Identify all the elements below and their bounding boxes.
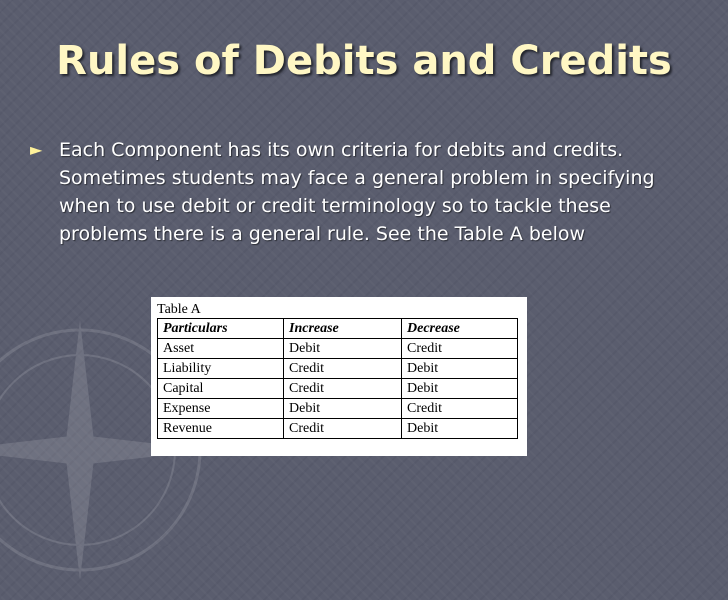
bullet-arrow-icon: ► bbox=[30, 140, 43, 159]
cell-particulars: Revenue bbox=[158, 419, 284, 439]
cell-increase: Credit bbox=[284, 419, 402, 439]
cell-decrease: Credit bbox=[402, 399, 518, 419]
cell-decrease: Debit bbox=[402, 419, 518, 439]
header-increase: Increase bbox=[284, 319, 402, 339]
table-row bbox=[158, 339, 518, 359]
cell-decrease: Credit bbox=[402, 339, 518, 359]
header-particulars: Particulars bbox=[158, 319, 284, 339]
table-row bbox=[158, 399, 518, 419]
cell-particulars: Expense bbox=[158, 399, 284, 419]
table-row bbox=[158, 359, 518, 379]
cell-increase: Debit bbox=[284, 399, 402, 419]
cell-particulars: Liability bbox=[158, 359, 284, 379]
debit-credit-table bbox=[157, 318, 518, 439]
cell-decrease: Debit bbox=[402, 379, 518, 399]
cell-decrease: Debit bbox=[402, 359, 518, 379]
cell-particulars: Asset bbox=[158, 339, 284, 359]
header-decrease: Decrease bbox=[402, 319, 518, 339]
cell-increase: Credit bbox=[284, 379, 402, 399]
table-header-row bbox=[158, 319, 518, 339]
table-caption: Table A bbox=[157, 302, 201, 317]
slide-title: Rules of Debits and Credits bbox=[56, 38, 672, 84]
table-row bbox=[158, 419, 518, 439]
table-row bbox=[158, 379, 518, 399]
bullet-text: Each Component has its own criteria for debits and credits. Sometimes students may face a general problem in specifying when to use debit or credit terminology so to tackle these problems there is a general rule. See the Table A below bbox=[59, 139, 655, 245]
table-a-figure bbox=[151, 297, 527, 456]
cell-increase: Credit bbox=[284, 359, 402, 379]
cell-particulars: Capital bbox=[158, 379, 284, 399]
cell-increase: Debit bbox=[284, 339, 402, 359]
